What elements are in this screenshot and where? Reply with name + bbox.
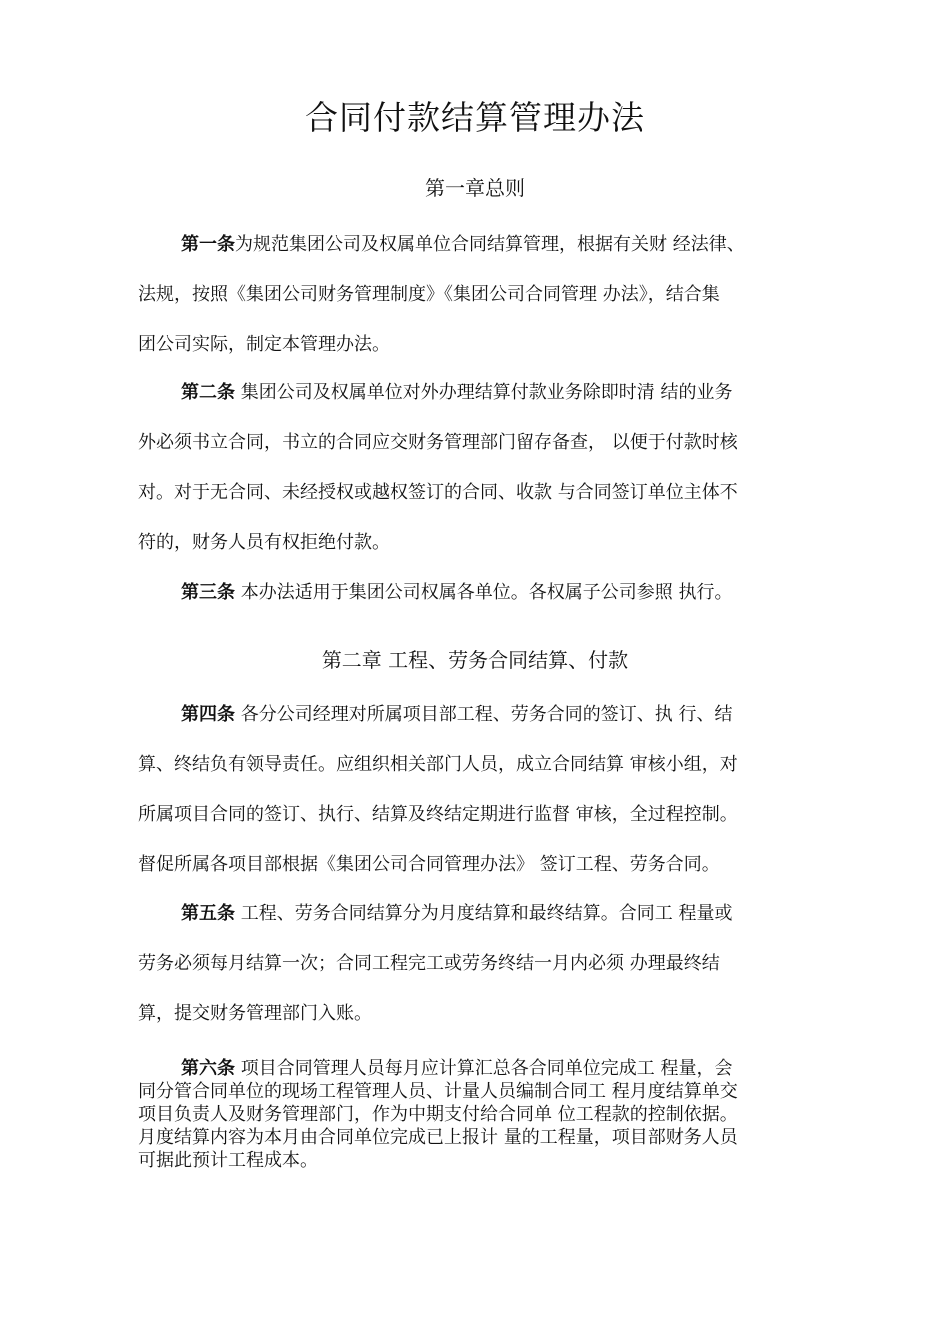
article-6-line-5: 可据此预计工程成本。 bbox=[138, 1150, 318, 1171]
article-5-line-1: 第五条 工程、劳务合同结算分为月度结算和最终结算。合同工 程量或 bbox=[181, 903, 733, 924]
article-1-line-1: 第一条为规范集团公司及权属单位合同结算管理，根据有关财 经法律、 bbox=[181, 234, 745, 255]
article-6-line-3: 项目负责人及财务管理部门，作为中期支付给合同单 位工程款的控制依据。 bbox=[138, 1104, 738, 1125]
article-4-line-1: 第四条 各分公司经理对所属项目部工程、劳务合同的签订、执 行、结 bbox=[181, 704, 733, 725]
article-4 bbox=[138, 690, 828, 890]
article-2-line-2: 外必须书立合同，书立的合同应交财务管理部门留存备查， 以便于付款时核 bbox=[138, 432, 738, 453]
article-2 bbox=[138, 368, 828, 568]
article-1-line-2: 法规，按照《集团公司财务管理制度》《集团公司合同管理 办法》，结合集 bbox=[138, 284, 720, 305]
article-6-label: 第六条 bbox=[181, 1058, 235, 1079]
document-title: 合同付款结算管理办法 bbox=[305, 98, 645, 137]
article-6-line-1: 第六条 项目合同管理人员每月应计算汇总各合同单位完成工 程量，会 bbox=[181, 1058, 733, 1079]
article-1-line-3: 团公司实际，制定本管理办法。 bbox=[138, 334, 390, 355]
article-5 bbox=[138, 889, 828, 1039]
article-5-line-2: 劳务必须每月结算一次；合同工程完工或劳务终结一月内必须 办理最终结 bbox=[138, 953, 720, 974]
chapter-heading-2: 第二章 工程、劳务合同结算、付款 bbox=[321, 648, 629, 672]
article-3 bbox=[138, 568, 828, 618]
article-3-line-1: 第三条 本办法适用于集团公司权属各单位。各权属子公司参照 执行。 bbox=[181, 582, 733, 603]
chapter-heading-1: 第一章总则 bbox=[425, 176, 525, 200]
article-2-line-4: 符的，财务人员有权拒绝付款。 bbox=[138, 532, 390, 553]
article-4-label: 第四条 bbox=[181, 704, 235, 725]
article-3-label: 第三条 bbox=[181, 582, 235, 603]
article-6-line-2: 同分管合同单位的现场工程管理人员、计量人员编制合同工 程月度结算单交 bbox=[138, 1081, 738, 1102]
article-4-line-3: 所属项目合同的签订、执行、结算及终结定期进行监督 审核，全过程控制。 bbox=[138, 804, 738, 825]
article-1 bbox=[138, 220, 828, 370]
article-5-label: 第五条 bbox=[181, 903, 235, 924]
article-4-line-2: 算、终结负有领导责任。应组织相关部门人员，成立合同结算 审核小组，对 bbox=[138, 754, 738, 775]
article-5-line-3: 算，提交财务管理部门入账。 bbox=[138, 1003, 372, 1024]
article-4-line-4: 督促所属各项目部根据《集团公司合同管理办法》 签订工程、劳务合同。 bbox=[138, 854, 720, 875]
article-2-line-1: 第二条 集团公司及权属单位对外办理结算付款业务除即时清 结的业务 bbox=[181, 382, 733, 403]
article-2-label: 第二条 bbox=[181, 382, 235, 403]
article-6 bbox=[138, 1057, 828, 1172]
article-1-label: 第一条 bbox=[181, 234, 235, 255]
article-6-line-4: 月度结算内容为本月由合同单位完成已上报计 量的工程量，项目部财务人员 bbox=[138, 1127, 738, 1148]
article-2-line-3: 对。对于无合同、未经授权或越权签订的合同、收款 与合同签订单位主体不 bbox=[138, 482, 738, 503]
